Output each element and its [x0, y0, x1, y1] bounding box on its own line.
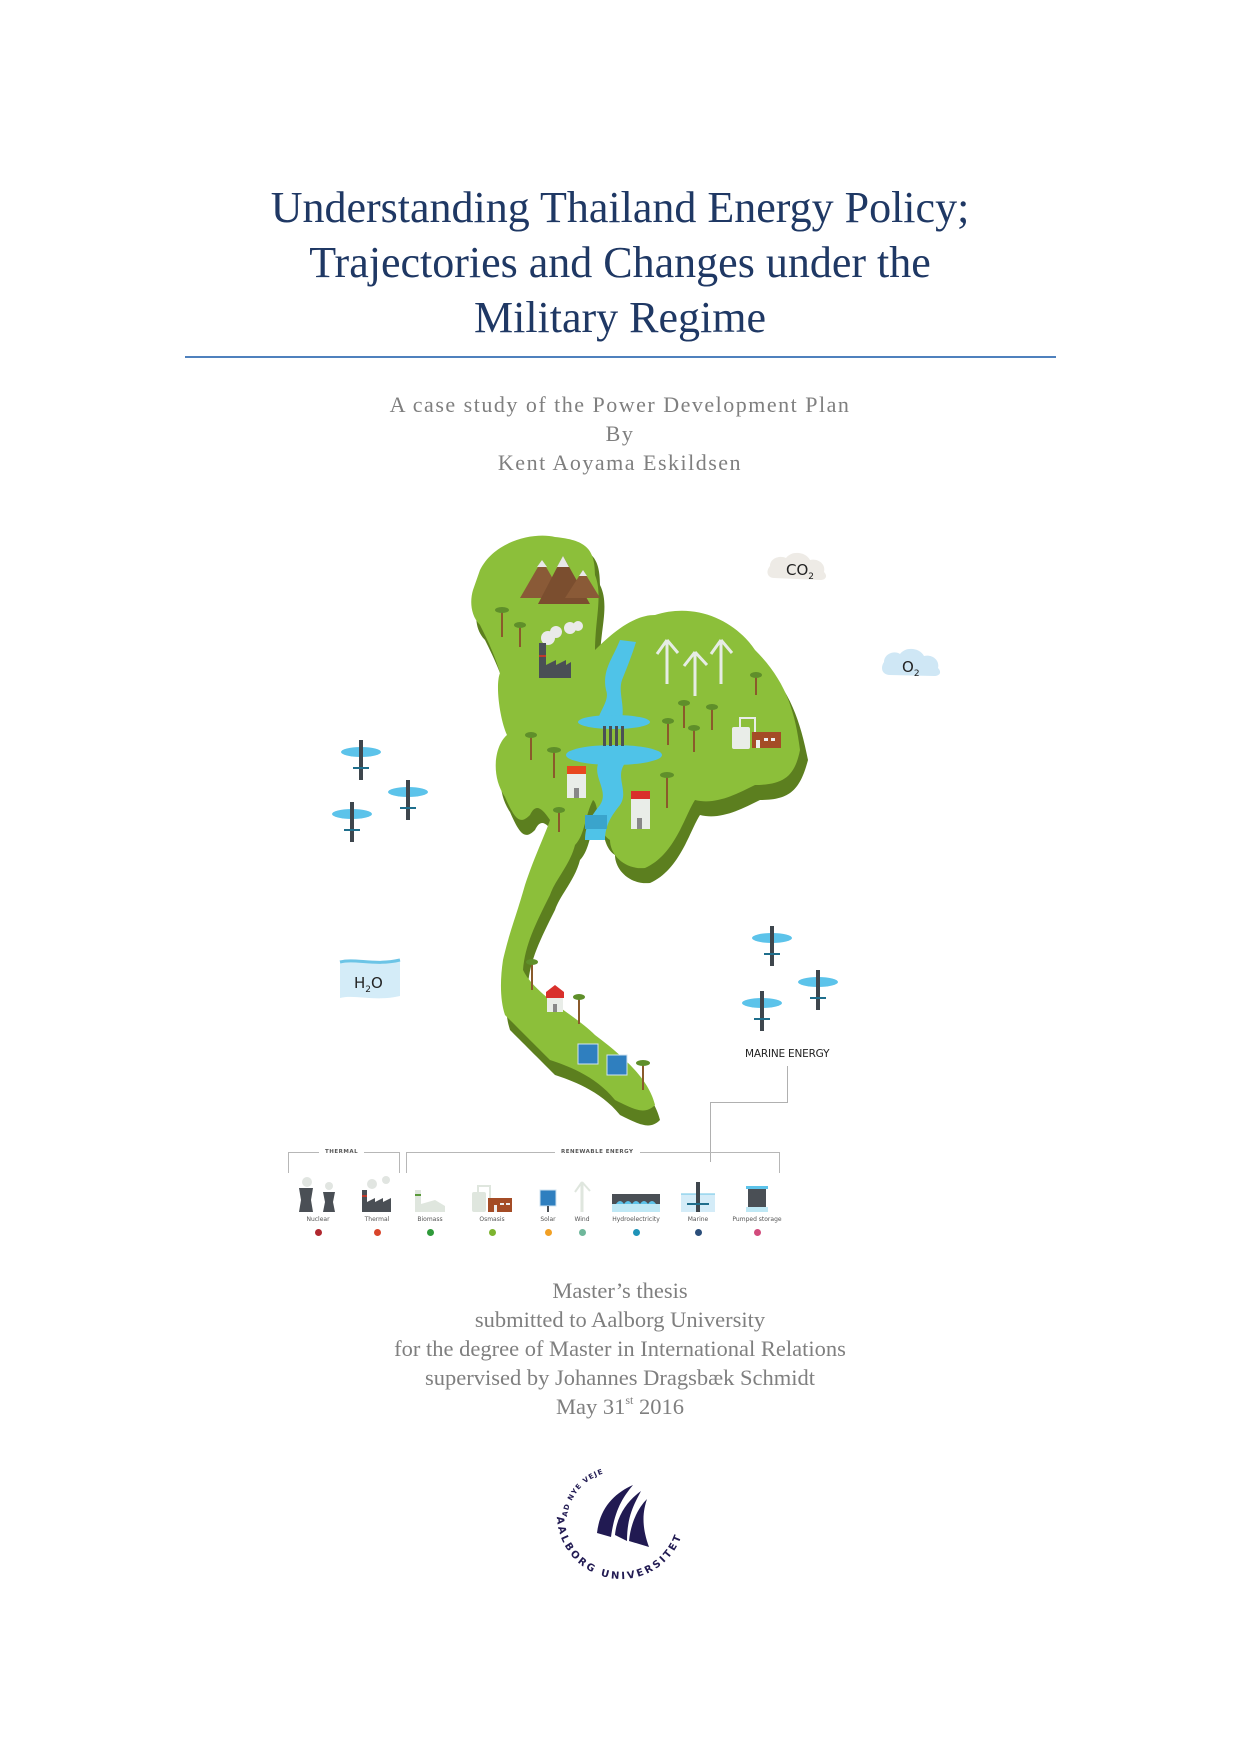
legend-label: Biomass [417, 1216, 443, 1223]
legend-dot [754, 1229, 761, 1236]
legend-label: Thermal [364, 1216, 390, 1223]
marine-turbines-left-icon [332, 740, 428, 842]
legend-dot [374, 1229, 381, 1236]
author-name: Kent Aoyama Eskildsen [497, 450, 743, 475]
svg-text:H2O: $H_2O$ [354, 974, 383, 995]
title-line-2: Trajectories and Changes under the [309, 238, 931, 287]
legend-label: Hydroelectricity [612, 1216, 660, 1223]
thesis-title [180, 180, 1060, 345]
legend-label: Nuclear [306, 1216, 330, 1223]
renewable-bracket [406, 1149, 780, 1173]
h2o-water-flag-icon [340, 960, 400, 998]
title-line-3: Military Regime [473, 293, 767, 342]
by-label: By [605, 421, 635, 446]
thesis-degree: for the degree of Master in International Relations [394, 1336, 846, 1361]
legend-dot [695, 1229, 702, 1236]
subtitle: A case study of the Power Development Plan [389, 392, 851, 417]
legend-dot [489, 1229, 496, 1236]
date-prefix: May 31 [555, 1394, 626, 1419]
o2-cloud-icon [882, 649, 940, 679]
subtitle-block [240, 390, 1000, 477]
hydroelectric-dam-icon [608, 1176, 664, 1212]
energy-type-legend [288, 1148, 800, 1248]
marine-energy-label: MARINE ENERGY [745, 1048, 830, 1060]
date-year: 2016 [633, 1394, 684, 1419]
marine-connector-vertical-top [787, 1066, 788, 1103]
thermal-factory-icon [352, 1176, 402, 1212]
legend-label: Osmasis [479, 1216, 505, 1223]
legend-label: Solar [540, 1216, 556, 1223]
marine-turbine-icon [673, 1176, 723, 1212]
title-line-1: Understanding Thailand Energy Policy; [270, 183, 970, 232]
co2-cloud-icon [767, 553, 826, 582]
thailand-energy-map-illustration [280, 520, 960, 1240]
nuclear-plant-icon [293, 1176, 343, 1212]
wind-turbine-icon [557, 1176, 607, 1212]
legend-label: Wind [574, 1216, 590, 1223]
legend-item-marine [666, 1176, 730, 1236]
osmosis-plant-icon [464, 1176, 520, 1212]
o2-label: $O_2$ [902, 658, 920, 679]
legend-item-hydroelectricity [604, 1176, 668, 1236]
thesis-type: Master’s thesis [552, 1278, 688, 1303]
logo-motto [561, 1468, 605, 1518]
legend-item-biomass [398, 1176, 462, 1236]
logo-bottom-text: AALBORG UNIVERSITET [553, 1516, 685, 1583]
thesis-submitted-to: submitted to Aalborg University [474, 1307, 766, 1332]
legend-label: Marine [687, 1216, 709, 1223]
pumped-storage-icon [732, 1176, 782, 1212]
logo-top-text: AD NYE VEJE [560, 1467, 605, 1518]
thesis-info-block [300, 1276, 940, 1421]
thermal-group-label: THERMAL [319, 1149, 364, 1155]
legend-item-pumped-storage [725, 1176, 789, 1236]
thesis-date [300, 1392, 940, 1421]
legend-item-osmosis [460, 1176, 524, 1236]
title-divider [185, 356, 1056, 358]
legend-dot [633, 1229, 640, 1236]
legend-label: Pumped storage [732, 1216, 782, 1223]
marine-turbines-right-icon [742, 926, 838, 1031]
renewable-group-label: RENEWABLE ENERGY [555, 1149, 640, 1155]
biomass-plant-icon [405, 1176, 455, 1212]
marine-connector-horizontal [710, 1102, 788, 1103]
thermal-bracket [288, 1149, 400, 1173]
co2-label: $CO_2$ [786, 561, 815, 582]
aalborg-university-logo [545, 1455, 695, 1595]
legend-dot [579, 1229, 586, 1236]
legend-item-nuclear [286, 1176, 350, 1236]
thesis-supervisor: supervised by Johannes Dragsbæk Schmidt [425, 1365, 815, 1390]
date-ordinal-suffix: st [625, 1393, 634, 1407]
legend-dot [315, 1229, 322, 1236]
legend-dot [427, 1229, 434, 1236]
logo-waves-icon [597, 1485, 649, 1547]
